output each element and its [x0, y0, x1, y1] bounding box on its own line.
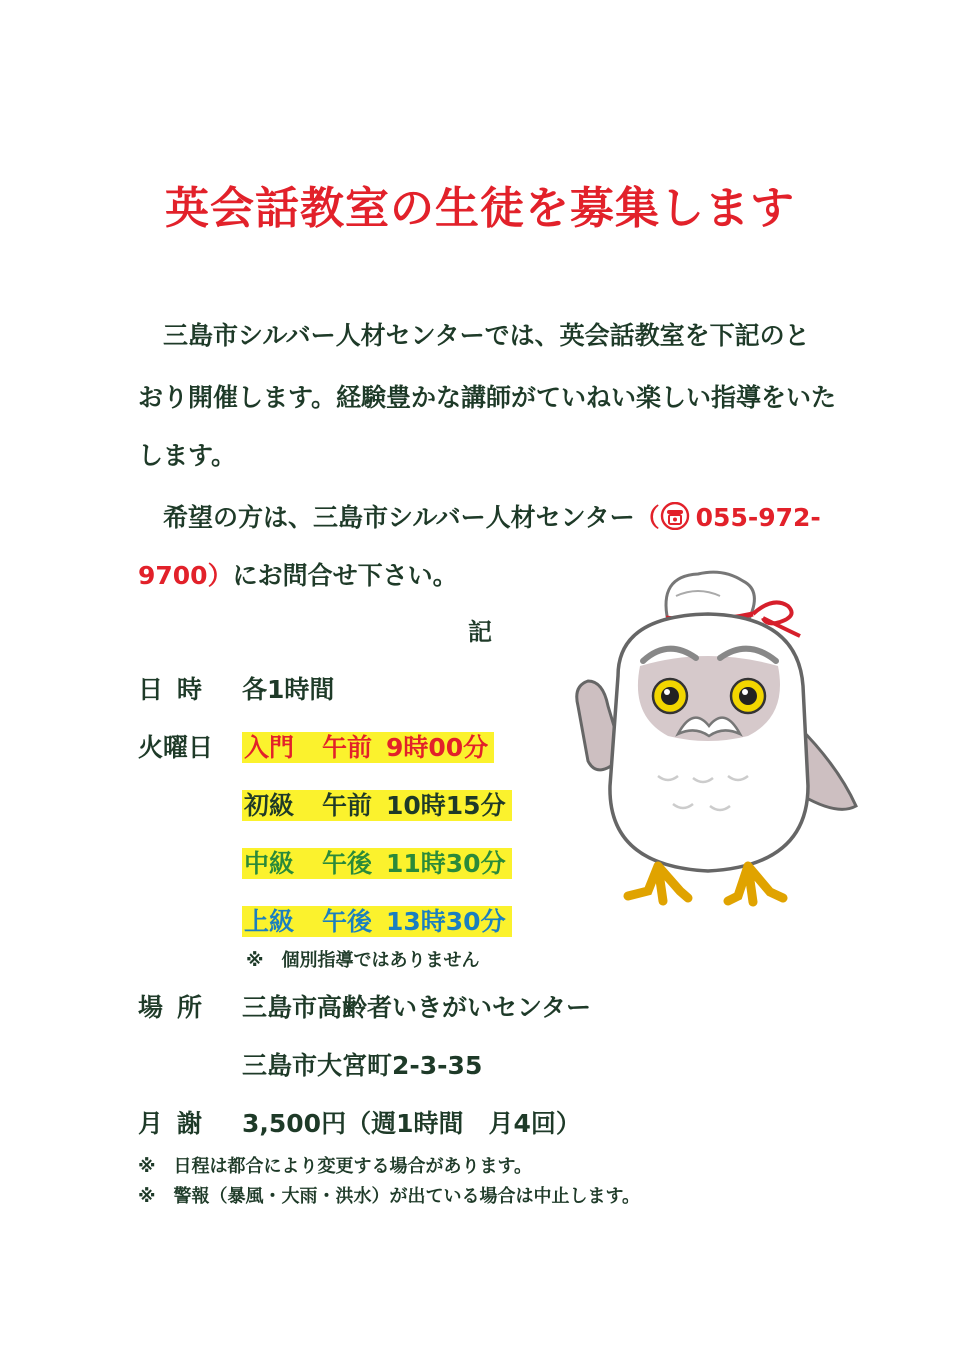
schedule-level: 初級	[244, 791, 295, 820]
phone-number-part2: 9700）	[138, 561, 233, 590]
note-2: ※ 警報（暴風・大雨・洪水）が出ている場合は中止します。	[138, 1186, 641, 1207]
schedule-period: 午前	[322, 733, 373, 762]
page-title: 英会話教室の生徒を募集します	[165, 183, 795, 234]
intro-line-3: します。	[138, 441, 237, 470]
schedule-level: 入門	[244, 733, 295, 762]
phone-open-paren: （	[634, 503, 660, 532]
datetime-row	[138, 670, 334, 706]
schedule-time: 9時00分	[386, 733, 489, 762]
place-address: 三島市大宮町2-3-35	[242, 1051, 483, 1080]
schedule-level: 中級	[244, 849, 295, 878]
schedule-level: 上級	[244, 907, 295, 936]
phone-number-part1: 055-972-	[695, 503, 821, 532]
contact-line-2	[138, 556, 458, 592]
schedule-period: 午後	[322, 907, 373, 936]
weekday-label: 火曜日	[138, 733, 214, 762]
datetime-label: 日時	[138, 675, 217, 704]
schedule-row-4	[242, 902, 512, 938]
place-row	[138, 988, 591, 1024]
contact-prefix: 希望の方は、三島市シルバー人材センター	[163, 503, 635, 532]
intro-line-2: おり開催します。経験豊かな講師がていねい楽しい指導をいた	[138, 383, 837, 412]
datetime-value: 各1時間	[242, 675, 335, 704]
fee-value: 3,500円（週1時間 月4回）	[242, 1109, 581, 1138]
intro-line-1: 三島市シルバー人材センターでは、英会話教室を下記のと	[163, 321, 810, 350]
ki-heading: 記	[468, 618, 492, 646]
fee-label: 月謝	[138, 1109, 217, 1138]
schedule-time: 10時15分	[386, 791, 506, 820]
place-label: 場所	[138, 993, 217, 1022]
place-name: 三島市高齢者いきがいセンター	[242, 993, 592, 1022]
telephone-icon	[660, 502, 690, 536]
schedule-row-1	[242, 728, 494, 764]
schedule-note: ※ 個別指導ではありません	[246, 950, 480, 971]
schedule-time: 13時30分	[386, 907, 506, 936]
schedule-row-3	[242, 844, 512, 880]
schedule-period: 午後	[322, 849, 373, 878]
contact-suffix: にお問合せ下さい。	[232, 561, 458, 590]
contact-line-1	[163, 498, 821, 536]
schedule-row-2	[242, 786, 512, 822]
note-1: ※ 日程は都合により変更する場合があります。	[138, 1156, 533, 1177]
schedule-time: 11時30分	[386, 849, 506, 878]
owl-mascot-icon	[548, 566, 868, 916]
fee-row	[138, 1104, 581, 1140]
schedule-period: 午前	[322, 791, 373, 820]
